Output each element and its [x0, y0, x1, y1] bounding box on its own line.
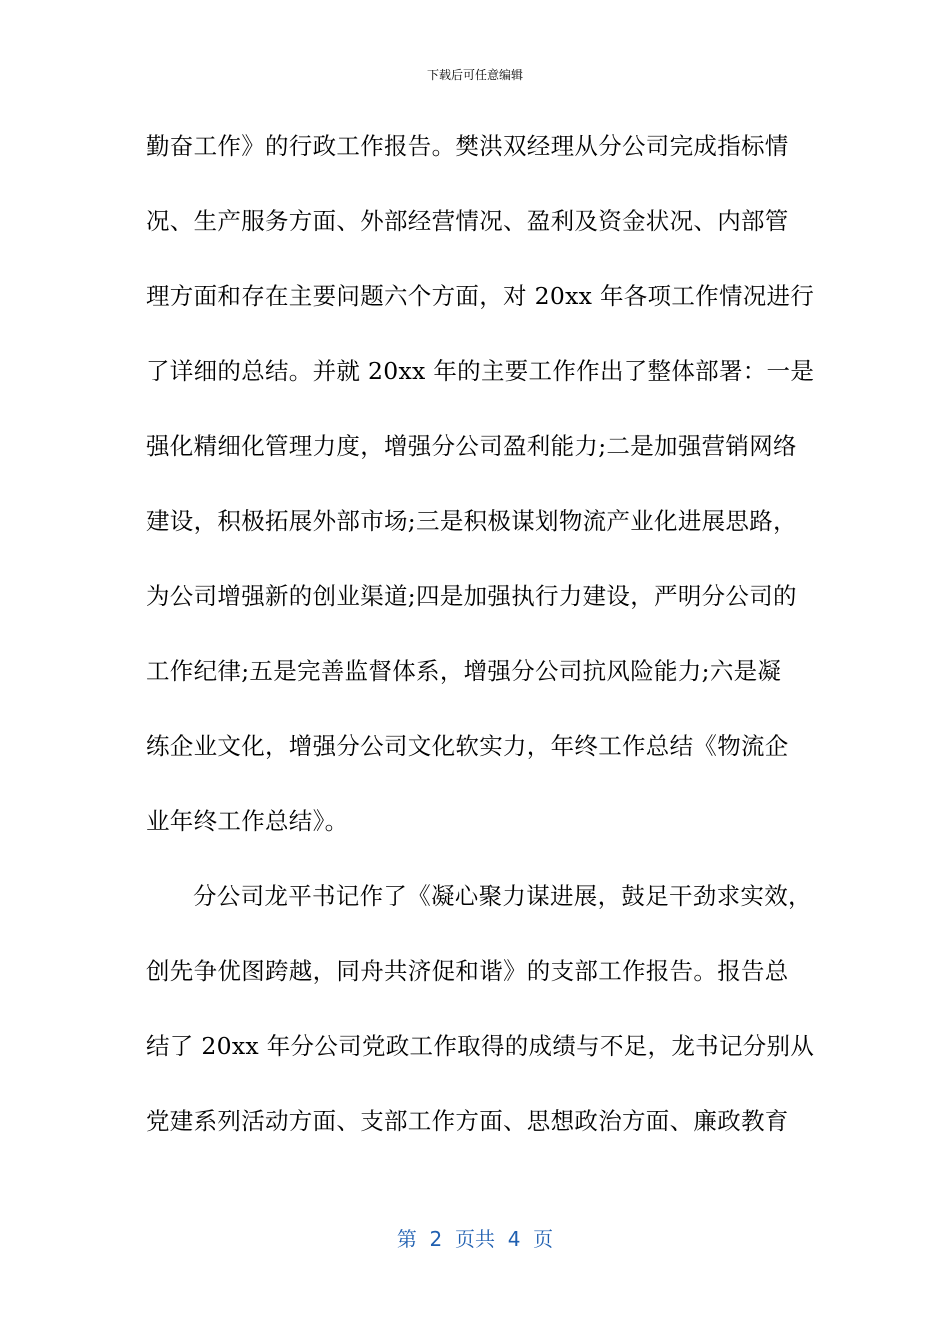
text-line: 强化精细化管理力度，增强分公司盈利能力;二是加强营销网络 — [146, 432, 797, 460]
text-line: 为公司增强新的创业渠道;四是加强执行力建设，严明分公司的 — [146, 582, 797, 610]
page-header: 下载后可任意编辑 — [426, 68, 523, 82]
text-line: 况、生产服务方面、外部经营情况、盈利及资金状况、内部管 — [146, 207, 789, 235]
text-line: 结了 20xx 年分公司党政工作取得的成绩与不足，龙书记分别从 — [146, 1032, 815, 1060]
page-number-footer: 第 2 页共 4 页 — [396, 1227, 554, 1251]
text-line: 练企业文化，增强分公司文化软实力，年终工作总结《物流企 — [146, 732, 789, 760]
text-line: 勤奋工作》的行政工作报告。樊洪双经理从分公司完成指标情 — [146, 132, 789, 160]
paragraph-start-line: 分公司龙平书记作了《凝心聚力谋进展，鼓足干劲求实效， — [193, 882, 812, 910]
text-line: 了详细的总结。并就 20xx 年的主要工作作出了整体部署：一是 — [146, 357, 815, 385]
document-body — [146, 128, 815, 1178]
text-line: 创先争优图跨越，同舟共济促和谐》的支部工作报告。报告总 — [146, 957, 789, 985]
text-line: 建设，积极拓展外部市场;三是积极谋划物流产业化进展思路， — [146, 507, 797, 535]
text-line: 业年终工作总结》。 — [146, 807, 349, 835]
text-line: 党建系列活动方面、支部工作方面、思想政治方面、廉政教育 — [146, 1107, 789, 1135]
text-line: 理方面和存在主要问题六个方面，对 20xx 年各项工作情况进行 — [146, 282, 815, 310]
text-line: 工作纪律;五是完善监督体系，增强分公司抗风险能力;六是凝 — [146, 657, 782, 685]
